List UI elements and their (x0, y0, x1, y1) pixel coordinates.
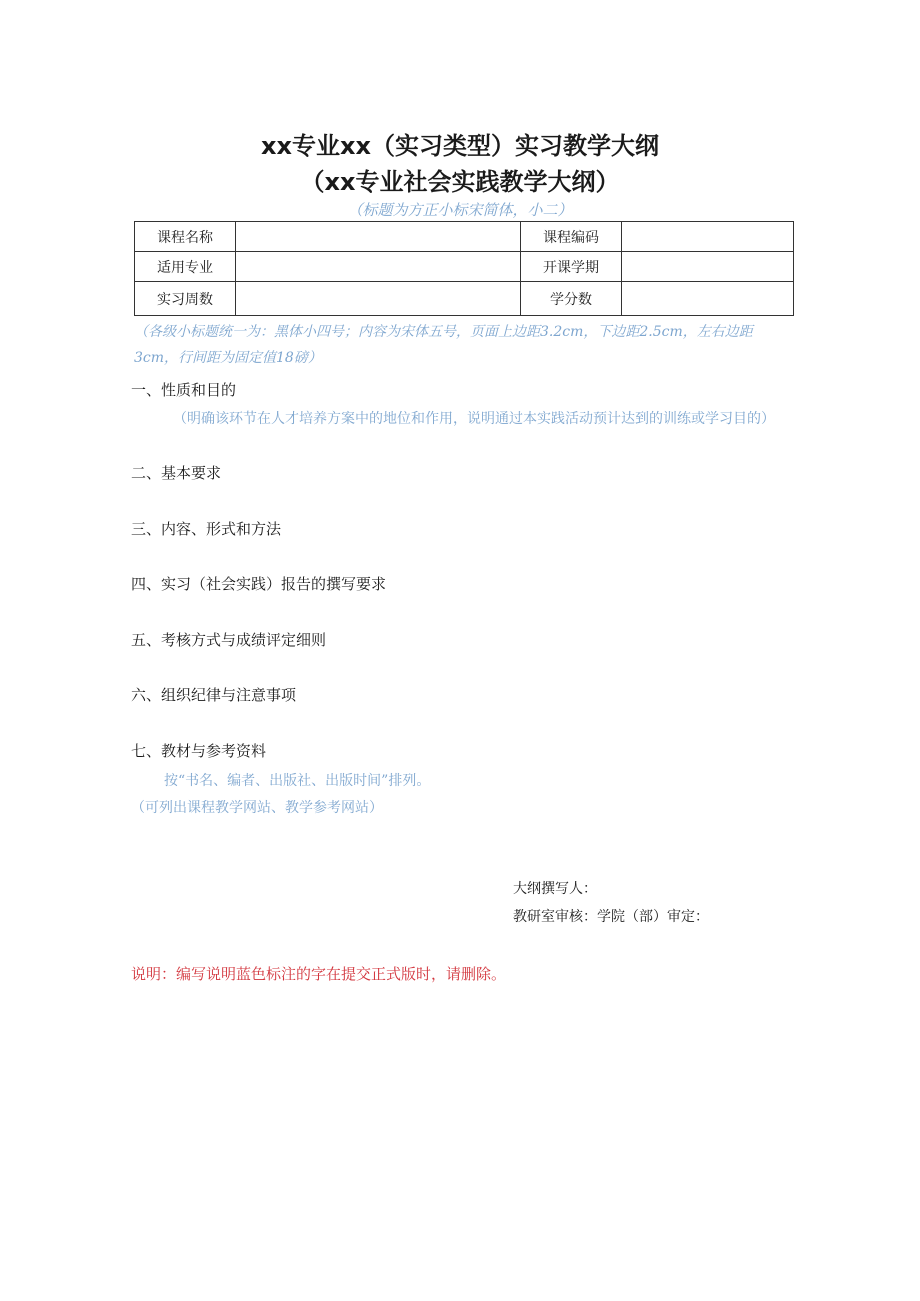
value-semester[interactable] (622, 252, 794, 282)
writer-signature-line: 大纲撰写人： (513, 881, 597, 897)
label-credits: 学分数 (521, 282, 622, 316)
review-signature-line: 教研室审核：学院（部）审定： (513, 909, 709, 925)
references-note: （可列出课程教学网站、教学参考网站） (131, 800, 383, 816)
section-1-note: （明确该环节在人才培养方案中的地位和作用，说明通过本实践活动预计达到的训练或学习目的） (173, 411, 775, 427)
label-semester: 开课学期 (521, 252, 622, 282)
section-heading-2: 二、基本要求 (131, 464, 222, 482)
section-heading-4: 四、实习（社会实践）报告的撰写要求 (131, 575, 387, 593)
references-instruction: 按“书名、编者、出版社、出版时间”排列。 (164, 773, 431, 789)
section-heading-6: 六、组织纪律与注意事项 (131, 686, 297, 704)
label-course-name: 课程名称 (135, 222, 236, 252)
title-format-note: （标题为方正小标宋简体，小二） (347, 201, 573, 219)
label-major: 适用专业 (135, 252, 236, 282)
table-row (135, 252, 794, 282)
value-major[interactable] (236, 252, 521, 282)
value-course-name[interactable] (236, 222, 521, 252)
course-info-table (134, 221, 794, 316)
value-weeks[interactable] (236, 282, 521, 316)
deletion-instruction: 说明：编写说明蓝色标注的字在提交正式版时，请删除。 (131, 965, 507, 983)
section-heading-7: 七、教材与参考资料 (131, 742, 267, 760)
document-subtitle: （xx专业社会实践教学大纲） (300, 168, 620, 196)
value-credits[interactable] (622, 282, 794, 316)
format-note: （各级小标题统一为：黑体小四号；内容为宋体五号，页面上边距3.2cm，下边距2.5cm，左右边距3cm，行间距为固定值18磅） (134, 324, 753, 366)
value-course-code[interactable] (622, 222, 794, 252)
document-title: xx专业xx（实习类型）实习教学大纲 (261, 132, 659, 160)
section-heading-5: 五、考核方式与成绩评定细则 (131, 631, 327, 649)
section-heading-1: 一、性质和目的 (131, 381, 237, 399)
table-row (135, 222, 794, 252)
label-weeks: 实习周数 (135, 282, 236, 316)
label-course-code: 课程编码 (521, 222, 622, 252)
table-row (135, 282, 794, 316)
section-heading-3: 三、内容、形式和方法 (131, 520, 282, 538)
